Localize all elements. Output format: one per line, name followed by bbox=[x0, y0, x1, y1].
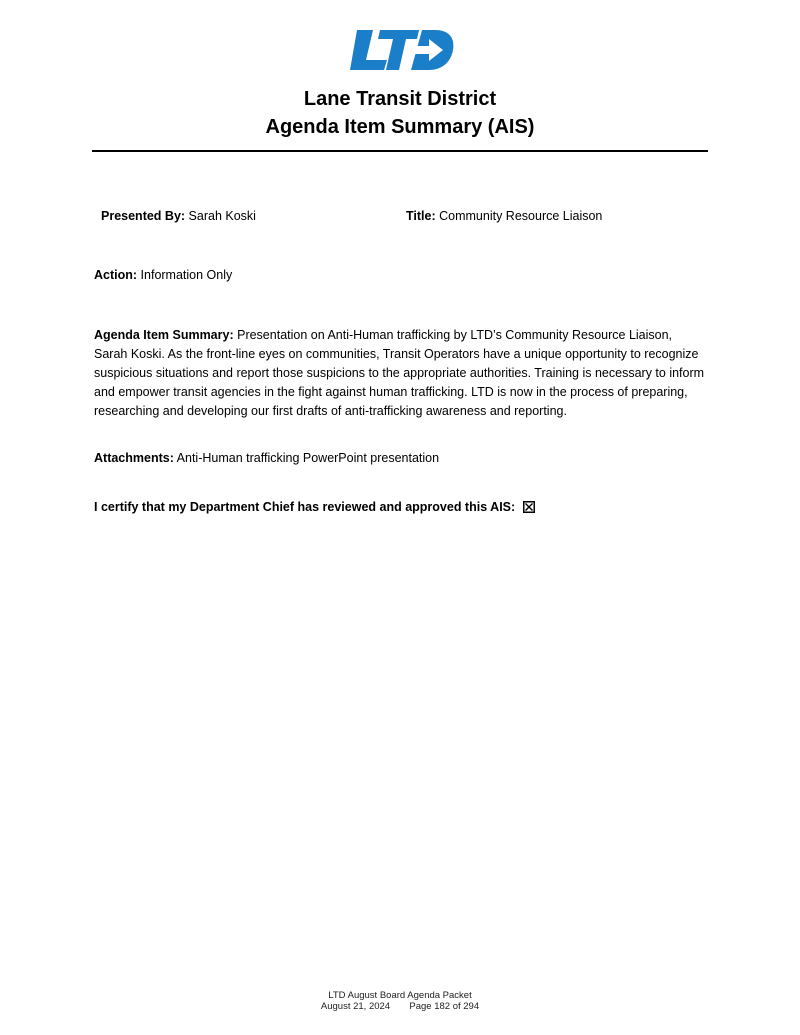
certify-text: I certify that my Department Chief has reviewed and approved this AIS: bbox=[94, 500, 516, 514]
document-title: Agenda Item Summary (AIS) bbox=[265, 116, 535, 138]
attachments-value: Anti-Human trafficking PowerPoint presentation bbox=[176, 451, 440, 465]
org-name: Lane Transit District bbox=[303, 88, 497, 110]
footer-packet: LTD August Board Agenda Packet bbox=[328, 990, 472, 1001]
presented-by-label: Presented By: bbox=[101, 209, 186, 223]
checkbox-check-icon bbox=[525, 504, 532, 511]
approved-checkbox[interactable] bbox=[523, 501, 535, 513]
agenda-item-summary bbox=[94, 326, 706, 421]
presented-by-value: Sarah Koski bbox=[188, 209, 256, 223]
title-row bbox=[406, 208, 602, 224]
attachments-row bbox=[94, 450, 439, 466]
title-label: Title: bbox=[406, 209, 436, 223]
action-row bbox=[94, 267, 232, 283]
action-value: Information Only bbox=[140, 268, 233, 282]
ltd-logo bbox=[347, 28, 455, 72]
summary-text: Presentation on Anti-Human trafficking by LTD’s Community Resource Liaison, Sarah Koski. As the front-line eyes on communities, Transit Operators have a unique opportunity to recognize suspicious situations and report those suspicions to the appropriate authorities. Training is necessary to inform and empower transit agencies in the fight against human trafficking. LTD is now in the process of preparing, researching and developing our first drafts of anti-trafficking awareness and reporting. bbox=[94, 328, 705, 418]
action-label: Action: bbox=[94, 268, 138, 282]
presented-by-row bbox=[101, 208, 256, 224]
certify-row bbox=[94, 499, 535, 515]
footer-page: Page 182 of 294 bbox=[409, 1001, 480, 1012]
title-value: Community Resource Liaison bbox=[439, 209, 603, 223]
footer-date: August 21, 2024 bbox=[320, 1001, 391, 1012]
summary-label: Agenda Item Summary: bbox=[94, 328, 234, 342]
attachments-label: Attachments: bbox=[94, 451, 174, 465]
footer-meta bbox=[0, 1001, 800, 1012]
header-divider bbox=[92, 150, 708, 152]
